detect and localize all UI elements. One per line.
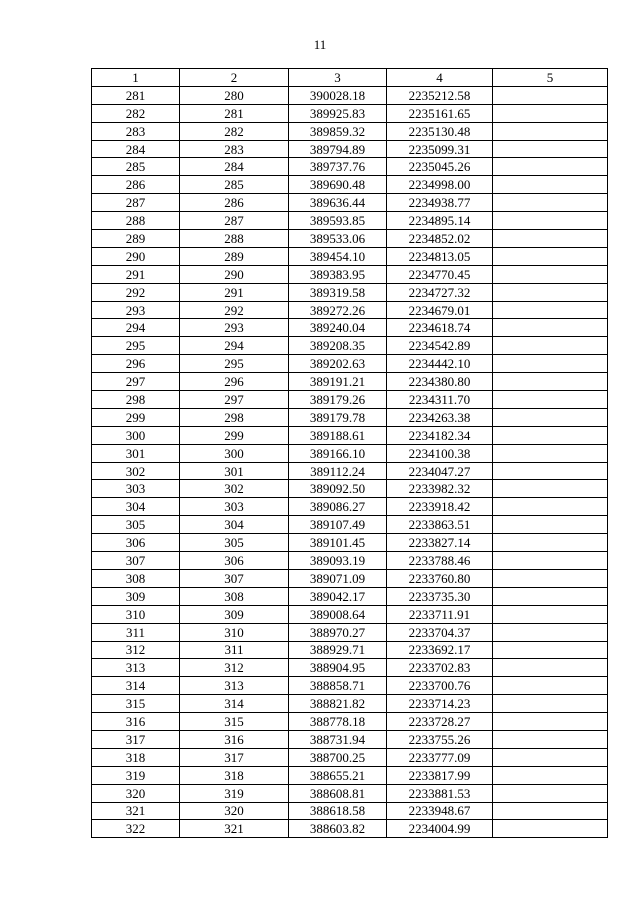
table-row: [92, 748, 608, 766]
table-cell: 2235130.48: [387, 122, 493, 140]
table-cell: 287: [92, 194, 180, 212]
table-row: [92, 391, 608, 409]
table-cell: 389093.19: [289, 552, 387, 570]
table-body: [92, 86, 608, 837]
table-cell: 308: [180, 587, 289, 605]
table-cell: 299: [180, 426, 289, 444]
table-cell: [493, 552, 608, 570]
table-cell: 388778.18: [289, 713, 387, 731]
table-cell: 389925.83: [289, 104, 387, 122]
table-cell: 2234004.99: [387, 820, 493, 838]
table-cell: [493, 337, 608, 355]
table-cell: 305: [92, 516, 180, 534]
table-cell: 389737.76: [289, 158, 387, 176]
table-cell: [493, 695, 608, 713]
table-cell: [493, 516, 608, 534]
table-cell: 2233760.80: [387, 569, 493, 587]
table-cell: 389272.26: [289, 301, 387, 319]
table-row: [92, 176, 608, 194]
table-row: [92, 641, 608, 659]
table-cell: 312: [92, 641, 180, 659]
table-row: [92, 86, 608, 104]
table-row: [92, 265, 608, 283]
table-cell: 311: [92, 623, 180, 641]
table-cell: [493, 498, 608, 516]
table-cell: 290: [92, 247, 180, 265]
table-cell: 2233755.26: [387, 730, 493, 748]
table-cell: 2233735.30: [387, 587, 493, 605]
table-cell: 2233702.83: [387, 659, 493, 677]
table-row: [92, 462, 608, 480]
table-cell: 295: [92, 337, 180, 355]
table-cell: 389593.85: [289, 212, 387, 230]
table-cell: 311: [180, 641, 289, 659]
table-cell: [493, 140, 608, 158]
table-cell: 389086.27: [289, 498, 387, 516]
table-cell: 388970.27: [289, 623, 387, 641]
table-row: [92, 534, 608, 552]
column-header: 2: [180, 69, 289, 87]
table-cell: 2233982.32: [387, 480, 493, 498]
table-cell: 322: [92, 820, 180, 838]
table-cell: 291: [92, 265, 180, 283]
table-row: [92, 373, 608, 391]
table-cell: [493, 426, 608, 444]
table-row: [92, 408, 608, 426]
table-cell: 302: [180, 480, 289, 498]
table-cell: [493, 355, 608, 373]
column-header: 4: [387, 69, 493, 87]
table-cell: 321: [180, 820, 289, 838]
table-cell: 389690.48: [289, 176, 387, 194]
table-cell: 388904.95: [289, 659, 387, 677]
table-row: [92, 552, 608, 570]
table-cell: 297: [180, 391, 289, 409]
table-cell: 305: [180, 534, 289, 552]
table-cell: 2235045.26: [387, 158, 493, 176]
table-cell: 292: [92, 283, 180, 301]
table-cell: 288: [180, 230, 289, 248]
table-cell: [493, 373, 608, 391]
table-cell: 2233714.23: [387, 695, 493, 713]
table-cell: 303: [92, 480, 180, 498]
table-cell: 2233704.37: [387, 623, 493, 641]
table-cell: 2234263.38: [387, 408, 493, 426]
table-cell: 295: [180, 355, 289, 373]
table-row: [92, 677, 608, 695]
table-cell: 389636.44: [289, 194, 387, 212]
table-cell: 2234679.01: [387, 301, 493, 319]
table-cell: 292: [180, 301, 289, 319]
table-cell: 389454.10: [289, 247, 387, 265]
table-cell: 283: [92, 122, 180, 140]
table-cell: 2233881.53: [387, 784, 493, 802]
table-cell: 2233817.99: [387, 766, 493, 784]
table-cell: 388700.25: [289, 748, 387, 766]
table-row: [92, 730, 608, 748]
table-cell: [493, 176, 608, 194]
table-cell: 388858.71: [289, 677, 387, 695]
table-row: [92, 766, 608, 784]
table-cell: 281: [180, 104, 289, 122]
table-cell: 389383.95: [289, 265, 387, 283]
table-cell: [493, 623, 608, 641]
table-cell: 288: [92, 212, 180, 230]
table-cell: 2234182.34: [387, 426, 493, 444]
table-row: [92, 319, 608, 337]
table-cell: 286: [92, 176, 180, 194]
table-cell: 301: [180, 462, 289, 480]
table-row: [92, 212, 608, 230]
table-row: [92, 623, 608, 641]
table-row: [92, 480, 608, 498]
table-cell: 2233711.91: [387, 605, 493, 623]
table-cell: 2234727.32: [387, 283, 493, 301]
table-row: [92, 569, 608, 587]
table-cell: [493, 587, 608, 605]
table-cell: 389794.89: [289, 140, 387, 158]
table-cell: 2235212.58: [387, 86, 493, 104]
table-cell: 2233692.17: [387, 641, 493, 659]
table-cell: 389188.61: [289, 426, 387, 444]
table-cell: 319: [92, 766, 180, 784]
table-cell: [493, 247, 608, 265]
column-header: 5: [493, 69, 608, 87]
table-cell: [493, 766, 608, 784]
table-cell: 301: [92, 444, 180, 462]
table-row: [92, 784, 608, 802]
table-cell: [493, 569, 608, 587]
table-row: [92, 444, 608, 462]
table-cell: 388603.82: [289, 820, 387, 838]
table-row: [92, 194, 608, 212]
coordinates-table: [91, 68, 608, 838]
table-cell: 290: [180, 265, 289, 283]
table-row: [92, 516, 608, 534]
table-cell: 296: [180, 373, 289, 391]
table-cell: 316: [92, 713, 180, 731]
table-cell: [493, 194, 608, 212]
table-cell: 294: [180, 337, 289, 355]
table-row: [92, 104, 608, 122]
table-row: [92, 337, 608, 355]
table-row: [92, 283, 608, 301]
table-cell: 390028.18: [289, 86, 387, 104]
table-cell: 2234442.10: [387, 355, 493, 373]
table-cell: 389208.35: [289, 337, 387, 355]
table-cell: 313: [92, 659, 180, 677]
table-cell: 314: [92, 677, 180, 695]
table-cell: 389101.45: [289, 534, 387, 552]
table-cell: 389107.49: [289, 516, 387, 534]
table-cell: 389533.06: [289, 230, 387, 248]
table-cell: 388655.21: [289, 766, 387, 784]
table-cell: 304: [180, 516, 289, 534]
table-cell: [493, 408, 608, 426]
table-row: [92, 695, 608, 713]
table-cell: [493, 677, 608, 695]
table-cell: 388821.82: [289, 695, 387, 713]
table-cell: [493, 391, 608, 409]
table-cell: 289: [180, 247, 289, 265]
table-cell: 2234542.89: [387, 337, 493, 355]
table-cell: [493, 158, 608, 176]
table-cell: 320: [180, 802, 289, 820]
table-cell: 2233863.51: [387, 516, 493, 534]
table-cell: 389112.24: [289, 462, 387, 480]
table-row: [92, 659, 608, 677]
table-cell: 389179.26: [289, 391, 387, 409]
table-cell: [493, 480, 608, 498]
table-cell: 2234047.27: [387, 462, 493, 480]
table-cell: 317: [180, 748, 289, 766]
table-cell: [493, 212, 608, 230]
column-header: 1: [92, 69, 180, 87]
table-cell: [493, 444, 608, 462]
table-cell: [493, 230, 608, 248]
table-cell: 293: [92, 301, 180, 319]
table-cell: 389166.10: [289, 444, 387, 462]
table-cell: 307: [92, 552, 180, 570]
table-cell: 2234100.38: [387, 444, 493, 462]
table-cell: [493, 730, 608, 748]
table-cell: 283: [180, 140, 289, 158]
table-cell: 2234895.14: [387, 212, 493, 230]
table-cell: 2234998.00: [387, 176, 493, 194]
table-cell: 315: [180, 713, 289, 731]
table-cell: 281: [92, 86, 180, 104]
table-cell: [493, 820, 608, 838]
table-cell: 296: [92, 355, 180, 373]
table-row: [92, 587, 608, 605]
table-cell: 294: [92, 319, 180, 337]
table-cell: 320: [92, 784, 180, 802]
table-row: [92, 122, 608, 140]
table-cell: 389179.78: [289, 408, 387, 426]
table-header-row: [92, 69, 608, 87]
table-cell: 302: [92, 462, 180, 480]
table-row: [92, 247, 608, 265]
table-cell: [493, 534, 608, 552]
table-cell: [493, 265, 608, 283]
table-cell: 2233728.27: [387, 713, 493, 731]
table-cell: [493, 462, 608, 480]
table-cell: 285: [180, 176, 289, 194]
table-cell: 300: [180, 444, 289, 462]
table-cell: 317: [92, 730, 180, 748]
table-row: [92, 802, 608, 820]
table-cell: 2235099.31: [387, 140, 493, 158]
table-cell: 2233788.46: [387, 552, 493, 570]
table-cell: 2233700.76: [387, 677, 493, 695]
page-number: 11: [313, 37, 327, 52]
table-cell: 2234770.45: [387, 265, 493, 283]
table-cell: 2234852.02: [387, 230, 493, 248]
table-cell: 315: [92, 695, 180, 713]
table-cell: [493, 748, 608, 766]
table-cell: 2235161.65: [387, 104, 493, 122]
table-row: [92, 605, 608, 623]
table-cell: 318: [92, 748, 180, 766]
table-cell: [493, 86, 608, 104]
table-cell: 298: [92, 391, 180, 409]
table-row: [92, 301, 608, 319]
table-cell: [493, 641, 608, 659]
table-cell: 389191.21: [289, 373, 387, 391]
table-cell: [493, 122, 608, 140]
table-cell: 297: [92, 373, 180, 391]
table-cell: 299: [92, 408, 180, 426]
table-cell: 389092.50: [289, 480, 387, 498]
table-cell: 298: [180, 408, 289, 426]
table-cell: 310: [180, 623, 289, 641]
table-cell: 389008.64: [289, 605, 387, 623]
table-cell: 309: [180, 605, 289, 623]
table-cell: [493, 319, 608, 337]
table-cell: 2233777.09: [387, 748, 493, 766]
table-row: [92, 158, 608, 176]
table-cell: 2234938.77: [387, 194, 493, 212]
table-cell: 313: [180, 677, 289, 695]
table-cell: 291: [180, 283, 289, 301]
table-cell: 388929.71: [289, 641, 387, 659]
table-cell: 282: [180, 122, 289, 140]
table-cell: 286: [180, 194, 289, 212]
table-cell: 2234618.74: [387, 319, 493, 337]
table-cell: [493, 802, 608, 820]
table-row: [92, 230, 608, 248]
table-cell: 284: [92, 140, 180, 158]
table-cell: 319: [180, 784, 289, 802]
table-cell: 309: [92, 587, 180, 605]
table-cell: 287: [180, 212, 289, 230]
table-row: [92, 713, 608, 731]
table-cell: 310: [92, 605, 180, 623]
table-cell: 2234380.80: [387, 373, 493, 391]
table-cell: 306: [92, 534, 180, 552]
table-cell: 300: [92, 426, 180, 444]
table-cell: 285: [92, 158, 180, 176]
table-cell: 318: [180, 766, 289, 784]
table-cell: 2234813.05: [387, 247, 493, 265]
table-cell: 389240.04: [289, 319, 387, 337]
table-cell: 306: [180, 552, 289, 570]
table-cell: 293: [180, 319, 289, 337]
table-cell: 2233918.42: [387, 498, 493, 516]
table-cell: 389042.17: [289, 587, 387, 605]
table-cell: 289: [92, 230, 180, 248]
table-cell: 388731.94: [289, 730, 387, 748]
table-cell: 282: [92, 104, 180, 122]
table-cell: 2233827.14: [387, 534, 493, 552]
table-cell: 2234311.70: [387, 391, 493, 409]
table-cell: 389071.09: [289, 569, 387, 587]
table-cell: [493, 283, 608, 301]
table-cell: 389319.58: [289, 283, 387, 301]
table-cell: [493, 605, 608, 623]
table-row: [92, 355, 608, 373]
table-cell: [493, 301, 608, 319]
table-cell: [493, 659, 608, 677]
table-cell: [493, 104, 608, 122]
table-cell: 316: [180, 730, 289, 748]
table-row: [92, 498, 608, 516]
table-cell: 304: [92, 498, 180, 516]
table-row: [92, 426, 608, 444]
table-cell: 388608.81: [289, 784, 387, 802]
table-cell: 389859.32: [289, 122, 387, 140]
table-cell: [493, 713, 608, 731]
table-cell: 314: [180, 695, 289, 713]
column-header: 3: [289, 69, 387, 87]
table-cell: 312: [180, 659, 289, 677]
table-cell: 303: [180, 498, 289, 516]
table-cell: 307: [180, 569, 289, 587]
table-cell: 321: [92, 802, 180, 820]
table-cell: 389202.63: [289, 355, 387, 373]
table-cell: [493, 784, 608, 802]
table-cell: 2233948.67: [387, 802, 493, 820]
table-cell: 284: [180, 158, 289, 176]
table-row: [92, 820, 608, 838]
table-cell: 280: [180, 86, 289, 104]
table-cell: 388618.58: [289, 802, 387, 820]
table-row: [92, 140, 608, 158]
table-cell: 308: [92, 569, 180, 587]
